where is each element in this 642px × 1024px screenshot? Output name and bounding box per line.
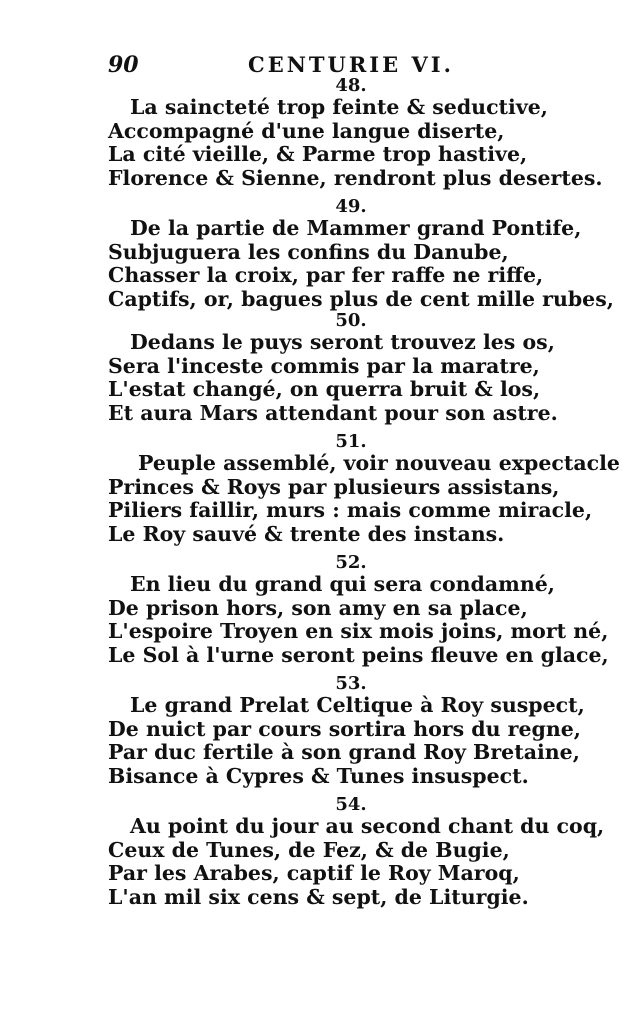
page-number: 90 bbox=[108, 52, 139, 78]
verse-line: De la partie de Mammer grand Pontife, bbox=[130, 216, 582, 240]
quatrain-number: 53. bbox=[335, 673, 367, 694]
verse-line: En lieu du grand qui sera condamné, bbox=[130, 572, 555, 596]
quatrain-49 bbox=[108, 196, 614, 311]
quatrain-51 bbox=[108, 431, 620, 546]
verse-line: Par duc fertile à son grand Roy Bretaine, bbox=[108, 740, 580, 764]
verse-line: Et aura Mars attendant pour son astre. bbox=[108, 400, 558, 425]
verse-line: Bisance à Cypres & Tunes insuspect. bbox=[108, 763, 529, 788]
verse-line: De prison hors, son amy en sa place, bbox=[108, 595, 528, 620]
verse-line: La saincteté trop feinte & seductive, bbox=[130, 95, 548, 119]
verse-line: Subjuguera les confins du Danube, bbox=[108, 239, 509, 264]
verse-line: L'espoire Troyen en six mois joins, mort né, bbox=[108, 619, 609, 643]
verse-line: Le Roy sauvé & trente des instans. bbox=[108, 521, 505, 546]
verse-line: Princes & Roys par plusieurs assistans, bbox=[108, 474, 560, 499]
quatrain-number: 50. bbox=[335, 310, 367, 331]
verse-line: Au point du jour au second chant du coq, bbox=[130, 814, 605, 838]
quatrain-number: 52. bbox=[335, 552, 367, 573]
quatrain-number: 51. bbox=[335, 431, 367, 452]
running-title: CENTURIE VI. bbox=[248, 52, 454, 77]
verse-line: Captifs, or, bagues plus de cent mille rubes, bbox=[108, 286, 614, 311]
verse-line: Chasser la croix, par fer raffe ne riffe, bbox=[108, 263, 544, 287]
verse-line: Peuple assemblé, voir nouveau expectacle bbox=[138, 451, 620, 475]
verse-line: Dedans le puys seront trouvez les os, bbox=[130, 330, 555, 354]
quatrain-54 bbox=[108, 794, 605, 909]
quatrain-number: 49. bbox=[335, 196, 367, 217]
quatrain-52 bbox=[108, 552, 609, 667]
verse-line: Sera l'inceste commis par la maratre, bbox=[108, 353, 540, 378]
verse-line: Par les Arabes, captif le Roy Maroq, bbox=[108, 861, 520, 885]
verse-line: Ceux de Tunes, de Fez, & de Bugie, bbox=[108, 837, 510, 862]
verse-line: Le Sol à l'urne seront peins fleuve en glace, bbox=[108, 642, 609, 667]
page-content bbox=[108, 75, 620, 909]
verse-line: La cité vieille, & Parme trop hastive, bbox=[108, 142, 528, 166]
verse-line: L'estat changé, on querra bruit & los, bbox=[108, 377, 541, 401]
verse-line: Accompagné d'une langue diserte, bbox=[108, 118, 505, 143]
verse-line: De nuict par cours sortira hors du regne, bbox=[108, 716, 581, 741]
quatrain-48 bbox=[108, 75, 603, 190]
verse-line: Piliers faillir, murs : mais comme miracle, bbox=[108, 498, 593, 522]
quatrain-number: 54. bbox=[335, 794, 367, 815]
quatrain-number: 48. bbox=[335, 75, 367, 96]
quatrain-50 bbox=[108, 310, 558, 425]
verse-line: Florence & Sienne, rendront plus desertes. bbox=[108, 165, 603, 190]
verse-line: L'an mil six cens & sept, de Liturgie. bbox=[108, 884, 529, 909]
verse-line: Le grand Prelat Celtique à Roy suspect, bbox=[130, 693, 585, 717]
quatrain-53 bbox=[108, 673, 585, 788]
